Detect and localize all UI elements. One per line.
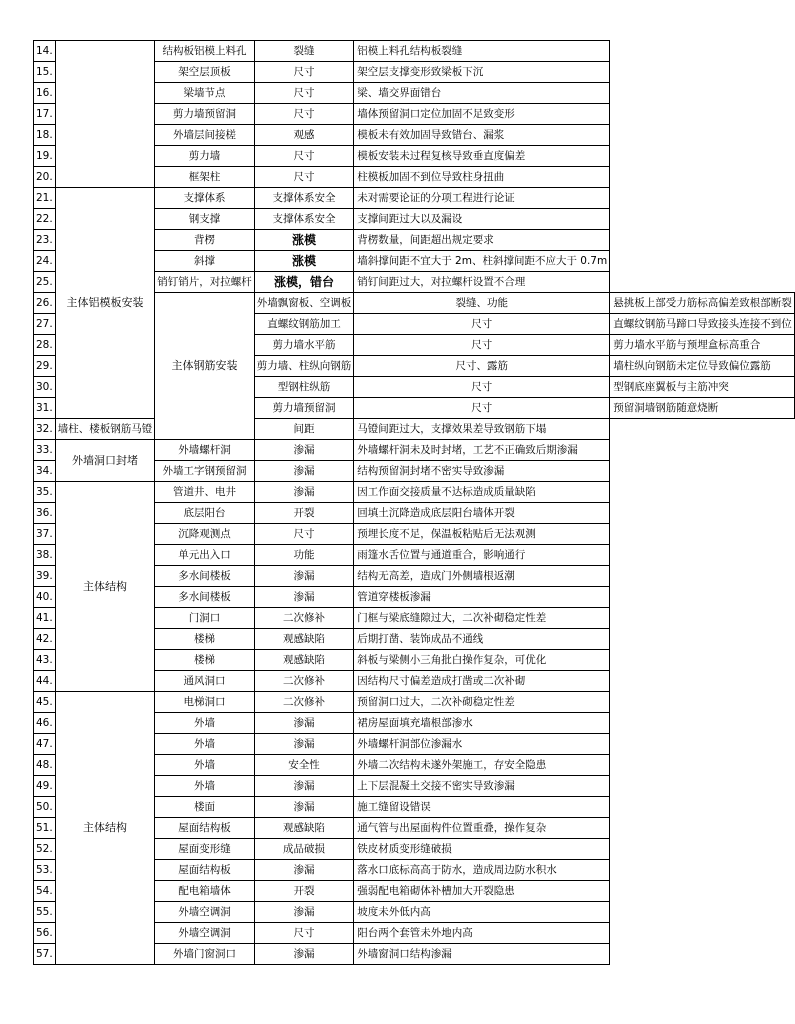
description-cell: 斜板与梁侧小三角批白操作复杂，可优化 — [354, 650, 610, 671]
item-cell: 楼面 — [155, 797, 255, 818]
item-cell: 沉降观测点 — [155, 524, 255, 545]
defect-type-cell: 尺寸 — [354, 377, 610, 398]
row-number: 32. — [34, 419, 56, 440]
defect-type-cell: 渗漏 — [254, 461, 354, 482]
row-number: 20. — [34, 167, 56, 188]
description-cell: 型钢底座翼板与主筋冲突 — [610, 377, 795, 398]
item-cell: 斜撑 — [155, 251, 255, 272]
description-cell: 预留洞墙钢筋随意烧断 — [610, 398, 795, 419]
row-number: 36. — [34, 503, 56, 524]
item-cell: 外墙空调洞 — [155, 902, 255, 923]
row-number: 27. — [34, 314, 56, 335]
row-number: 15. — [34, 62, 56, 83]
item-cell: 外墙 — [155, 776, 255, 797]
description-cell: 背楞数量，间距超出规定要求 — [354, 230, 610, 251]
description-cell: 外墙窗洞口结构渗漏 — [354, 944, 610, 965]
row-number: 22. — [34, 209, 56, 230]
item-cell: 单元出入口 — [155, 545, 255, 566]
item-cell: 外墙 — [155, 734, 255, 755]
defect-table — [33, 40, 795, 965]
defect-type-cell: 尺寸 — [354, 398, 610, 419]
item-cell: 配电箱墙体 — [155, 881, 255, 902]
item-cell: 剪力墙预留洞 — [254, 398, 354, 419]
item-cell: 剪力墙 — [155, 146, 255, 167]
defect-type-cell: 尺寸 — [254, 167, 354, 188]
item-cell: 多水间楼板 — [155, 587, 255, 608]
item-cell: 外墙 — [155, 713, 255, 734]
description-cell: 外墙螺杆洞部位渗漏水 — [354, 734, 610, 755]
table-row — [34, 41, 795, 62]
row-number: 18. — [34, 125, 56, 146]
defect-type-cell: 尺寸 — [254, 62, 354, 83]
description-cell: 悬挑板上部受力筋标高偏差致根部断裂 — [610, 293, 795, 314]
row-number: 54. — [34, 881, 56, 902]
defect-type-cell: 渗漏 — [254, 944, 354, 965]
description-cell: 预埋长度不足，保温板粘贴后无法观测 — [354, 524, 610, 545]
defect-type-cell: 涨模，错台 — [254, 272, 354, 293]
defect-type-cell: 二次修补 — [254, 692, 354, 713]
item-cell: 外墙飘窗板、空调板 — [254, 293, 354, 314]
row-number: 21. — [34, 188, 56, 209]
description-cell: 落水口底标高高于防水，造成周边防水积水 — [354, 860, 610, 881]
description-cell: 柱模板加固不到位导致柱身扭曲 — [354, 167, 610, 188]
item-cell: 管道井、电井 — [155, 482, 255, 503]
defect-type-cell: 尺寸 — [254, 104, 354, 125]
defect-type-cell: 渗漏 — [254, 587, 354, 608]
item-cell: 梁墙节点 — [155, 83, 255, 104]
defect-type-cell: 尺寸 — [254, 524, 354, 545]
defect-type-cell: 尺寸 — [354, 335, 610, 356]
defect-type-cell: 成品破损 — [254, 839, 354, 860]
description-cell: 外墙螺杆洞未及时封堵，工艺不正确致后期渗漏 — [354, 440, 610, 461]
row-number: 53. — [34, 860, 56, 881]
item-cell: 多水间楼板 — [155, 566, 255, 587]
item-cell: 剪力墙水平筋 — [254, 335, 354, 356]
row-number: 48. — [34, 755, 56, 776]
defect-type-cell: 渗漏 — [254, 776, 354, 797]
description-cell: 模板安装未过程复核导致垂直度偏差 — [354, 146, 610, 167]
row-number: 31. — [34, 398, 56, 419]
defect-type-cell: 安全性 — [254, 755, 354, 776]
item-cell: 屋面结构板 — [155, 818, 255, 839]
row-number: 16. — [34, 83, 56, 104]
defect-type-cell: 裂缝、功能 — [354, 293, 610, 314]
row-number: 50. — [34, 797, 56, 818]
row-number: 51. — [34, 818, 56, 839]
description-cell: 强弱配电箱砌体补槽加大开裂隐患 — [354, 881, 610, 902]
item-cell: 通风洞口 — [155, 671, 255, 692]
defect-type-cell: 渗漏 — [254, 713, 354, 734]
defect-type-cell: 支撑体系安全 — [254, 188, 354, 209]
row-number: 25. — [34, 272, 56, 293]
description-cell: 墙柱纵向钢筋未定位导致偏位露筋 — [610, 356, 795, 377]
row-number: 41. — [34, 608, 56, 629]
row-number: 42. — [34, 629, 56, 650]
item-cell: 外墙螺杆洞 — [155, 440, 255, 461]
description-cell: 外墙二次结构未遂外架施工，存安全隐患 — [354, 755, 610, 776]
row-number: 29. — [34, 356, 56, 377]
table-row — [34, 188, 795, 209]
description-cell: 剪力墙水平筋与预埋盒标高重合 — [610, 335, 795, 356]
item-cell: 型钢柱纵筋 — [254, 377, 354, 398]
defect-type-cell: 功能 — [254, 545, 354, 566]
defect-type-cell: 观感缺陷 — [254, 629, 354, 650]
item-cell: 屋面变形缝 — [155, 839, 255, 860]
table-row — [34, 440, 795, 461]
defect-type-cell: 涨模 — [254, 230, 354, 251]
description-cell: 通气管与出屋面构件位置重叠，操作复杂 — [354, 818, 610, 839]
item-cell: 外墙空调洞 — [155, 923, 255, 944]
item-cell: 剪力墙预留洞 — [155, 104, 255, 125]
defect-type-cell: 尺寸 — [254, 146, 354, 167]
defect-type-cell: 观感缺陷 — [254, 818, 354, 839]
item-cell: 背楞 — [155, 230, 255, 251]
description-cell: 结构无高差，造成门外侧墙根返潮 — [354, 566, 610, 587]
description-cell: 墙体预留洞口定位加固不足致变形 — [354, 104, 610, 125]
row-number: 26. — [34, 293, 56, 314]
row-number: 46. — [34, 713, 56, 734]
item-cell: 销钉销片，对拉螺杆 — [155, 272, 255, 293]
description-cell: 门框与梁底缝隙过大，二次补砌稳定性差 — [354, 608, 610, 629]
defect-type-cell: 渗漏 — [254, 860, 354, 881]
description-cell: 管道穿楼板渗漏 — [354, 587, 610, 608]
row-number: 47. — [34, 734, 56, 755]
defect-type-cell: 尺寸 — [354, 314, 610, 335]
group-cell: 主体铝模板安装 — [55, 188, 155, 419]
description-cell: 裙房屋面填充墙根部渗水 — [354, 713, 610, 734]
defect-type-cell: 渗漏 — [254, 902, 354, 923]
defect-type-cell: 间距 — [254, 419, 354, 440]
row-number: 52. — [34, 839, 56, 860]
row-number: 39. — [34, 566, 56, 587]
defect-type-cell: 支撑体系安全 — [254, 209, 354, 230]
row-number: 14. — [34, 41, 56, 62]
item-cell: 电梯洞口 — [155, 692, 255, 713]
row-number: 57. — [34, 944, 56, 965]
description-cell: 因工作面交接质量不达标造成质量缺陷 — [354, 482, 610, 503]
item-cell: 剪力墙、柱纵向钢筋 — [254, 356, 354, 377]
defect-type-cell: 渗漏 — [254, 440, 354, 461]
item-cell: 门洞口 — [155, 608, 255, 629]
defect-type-cell: 渗漏 — [254, 734, 354, 755]
description-cell: 上下层混凝土交接不密实导致渗漏 — [354, 776, 610, 797]
item-cell: 钢支撑 — [155, 209, 255, 230]
defect-type-cell: 渗漏 — [254, 566, 354, 587]
description-cell: 未对需要论证的分项工程进行论证 — [354, 188, 610, 209]
item-cell: 屋面结构板 — [155, 860, 255, 881]
defect-type-cell: 渗漏 — [254, 797, 354, 818]
item-cell: 直螺纹钢筋加工 — [254, 314, 354, 335]
defect-type-cell: 涨模 — [254, 251, 354, 272]
description-cell: 预留洞口过大，二次补砌稳定性差 — [354, 692, 610, 713]
item-cell: 楼梯 — [155, 629, 255, 650]
defect-type-cell: 尺寸、露筋 — [354, 356, 610, 377]
table-row — [34, 482, 795, 503]
row-number: 56. — [34, 923, 56, 944]
item-cell: 外墙门窗洞口 — [155, 944, 255, 965]
table-row — [34, 419, 795, 440]
defect-type-cell: 观感 — [254, 125, 354, 146]
defect-type-cell: 二次修补 — [254, 608, 354, 629]
item-cell: 架空层顶板 — [155, 62, 255, 83]
defect-type-cell: 裂缝 — [254, 41, 354, 62]
defect-type-cell: 二次修补 — [254, 671, 354, 692]
description-cell: 马镫间距过大，支撑效果差导致钢筋下塌 — [354, 419, 610, 440]
description-cell: 阳台两个套管未外地内高 — [354, 923, 610, 944]
item-cell: 支撑体系 — [155, 188, 255, 209]
item-cell: 外墙工字钢预留洞 — [155, 461, 255, 482]
defect-type-cell: 渗漏 — [254, 482, 354, 503]
group-cell: 主体结构 — [55, 482, 155, 692]
description-cell: 回填土沉降造成底层阳台墙体开裂 — [354, 503, 610, 524]
group-cell: 外墙洞口封堵 — [55, 440, 155, 482]
defect-type-cell: 尺寸 — [254, 83, 354, 104]
item-cell: 框架柱 — [155, 167, 255, 188]
table-row — [34, 692, 795, 713]
description-cell: 墙斜撑间距不宜大于 2m、柱斜撑间距不应大于 0.7m — [354, 251, 610, 272]
row-number: 35. — [34, 482, 56, 503]
description-cell: 铝模上料孔结构板裂缝 — [354, 41, 610, 62]
description-cell: 支撑间距过大以及漏设 — [354, 209, 610, 230]
row-number: 30. — [34, 377, 56, 398]
row-number: 45. — [34, 692, 56, 713]
description-cell: 施工缝留设错误 — [354, 797, 610, 818]
description-cell: 销钉间距过大，对拉螺杆设置不合理 — [354, 272, 610, 293]
item-cell: 墙柱、楼板钢筋马镫 — [55, 419, 155, 440]
row-number: 55. — [34, 902, 56, 923]
row-number: 43. — [34, 650, 56, 671]
defect-type-cell: 尺寸 — [254, 923, 354, 944]
description-cell: 雨篷水舌位置与通道重合，影响通行 — [354, 545, 610, 566]
row-number: 37. — [34, 524, 56, 545]
description-cell: 模板未有效加固导致错台、漏浆 — [354, 125, 610, 146]
defect-type-cell: 开裂 — [254, 881, 354, 902]
group-cell: 主体结构 — [55, 692, 155, 965]
group-cell — [55, 41, 155, 188]
row-number: 17. — [34, 104, 56, 125]
item-cell: 楼梯 — [155, 650, 255, 671]
row-number: 34. — [34, 461, 56, 482]
row-number: 24. — [34, 251, 56, 272]
row-number: 40. — [34, 587, 56, 608]
description-cell: 因结构尺寸偏差造成打凿或二次补砌 — [354, 671, 610, 692]
row-number: 33. — [34, 440, 56, 461]
row-number: 23. — [34, 230, 56, 251]
row-number: 49. — [34, 776, 56, 797]
description-cell: 结构预留洞封堵不密实导致渗漏 — [354, 461, 610, 482]
row-number: 38. — [34, 545, 56, 566]
item-cell: 底层阳台 — [155, 503, 255, 524]
row-number: 19. — [34, 146, 56, 167]
defect-type-cell: 开裂 — [254, 503, 354, 524]
description-cell: 坡度未外低内高 — [354, 902, 610, 923]
description-cell: 梁、墙交界面错台 — [354, 83, 610, 104]
description-cell: 铁皮材质变形缝破损 — [354, 839, 610, 860]
description-cell: 直螺纹钢筋马蹄口导致接头连接不到位 — [610, 314, 795, 335]
row-number: 44. — [34, 671, 56, 692]
row-number: 28. — [34, 335, 56, 356]
description-cell: 架空层支撑变形致梁板下沉 — [354, 62, 610, 83]
defect-type-cell: 观感缺陷 — [254, 650, 354, 671]
item-cell: 结构板铝模上料孔 — [155, 41, 255, 62]
item-cell: 外墙 — [155, 755, 255, 776]
description-cell: 后期打凿、装饰成品不通线 — [354, 629, 610, 650]
item-cell: 外墙层间接槎 — [155, 125, 255, 146]
group-cell: 主体钢筋安装 — [155, 293, 255, 440]
